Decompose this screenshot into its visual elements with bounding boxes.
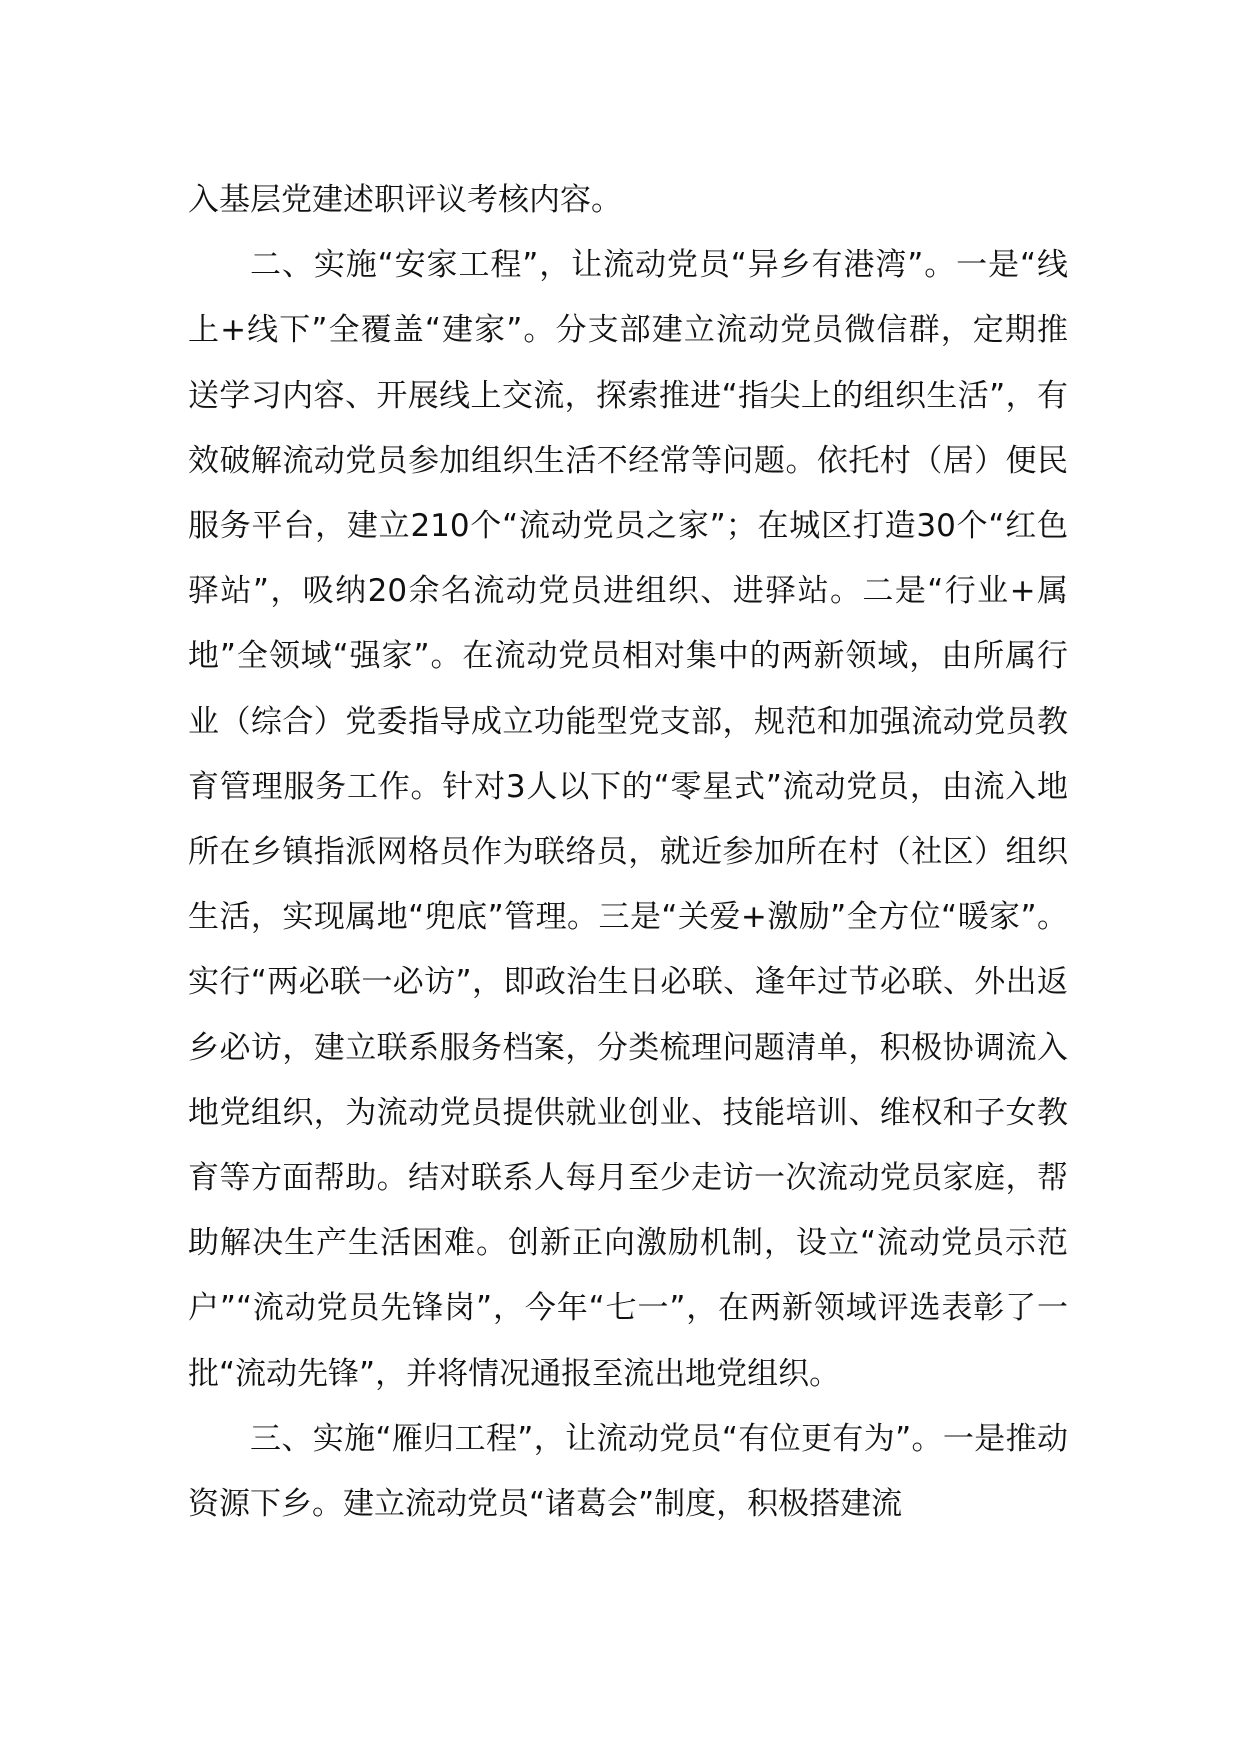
paragraph-section-two: 二、实施“安家工程”，让流动党员“异乡有港湾”。一是“线上+线下”全覆盖“建家”。分支部建立流动党员微信群，定期推送学习内容、开展线上交流，探索推进“指尖上的组织生活”，有效破解流动党员参加组织生活不经常等问题。依托村（居）便民服务平台，建立210个“流动党员之家”；在城区打造30个“红色驿站”，吸纳20余名流动党员进组织、进驿站。二是“行业+属地”全领域“强家”。在流动党员相对集中的两新领域，由所属行业（综合）党委指导成立功能型党支部，规范和加强流动党员教育管理服务工作。针对3人以下的“零星式”流动党员，由流入地所在乡镇指派网格员作为联络员，就近参加所在村（社区）组织生活，实现属地“兜底”管理。三是“关爱+激励”全方位“暖家”。实行“两必联一必访”，即政治生日必联、逢年过节必联、外出返乡必访，建立联系服务档案，分类梳理问题清单，积极协调流入地党组织，为流动党员提供就业创业、技能培训、维权和子女教育等方面帮助。结对联系人每月至少走访一次流动党员家庭，帮助解决生产生活困难。创新正向激励机制，设立“流动党员示范户”“流动党员先锋岗”，今年“七一”，在两新领域评选表彰了一批“流动先锋”，并将情况通报至流出地党组织。 (188, 247, 1068, 1392)
paragraph-section-three: 三、实施“雁归工程”，让流动党员“有位更有为”。一是推动资源下乡。建立流动党员“诸葛会”制度，积极搭建流 (188, 1420, 1068, 1523)
paragraph-continuation: 入基层党建述职评议考核内容。 (188, 182, 622, 218)
document-body (188, 168, 1068, 1537)
